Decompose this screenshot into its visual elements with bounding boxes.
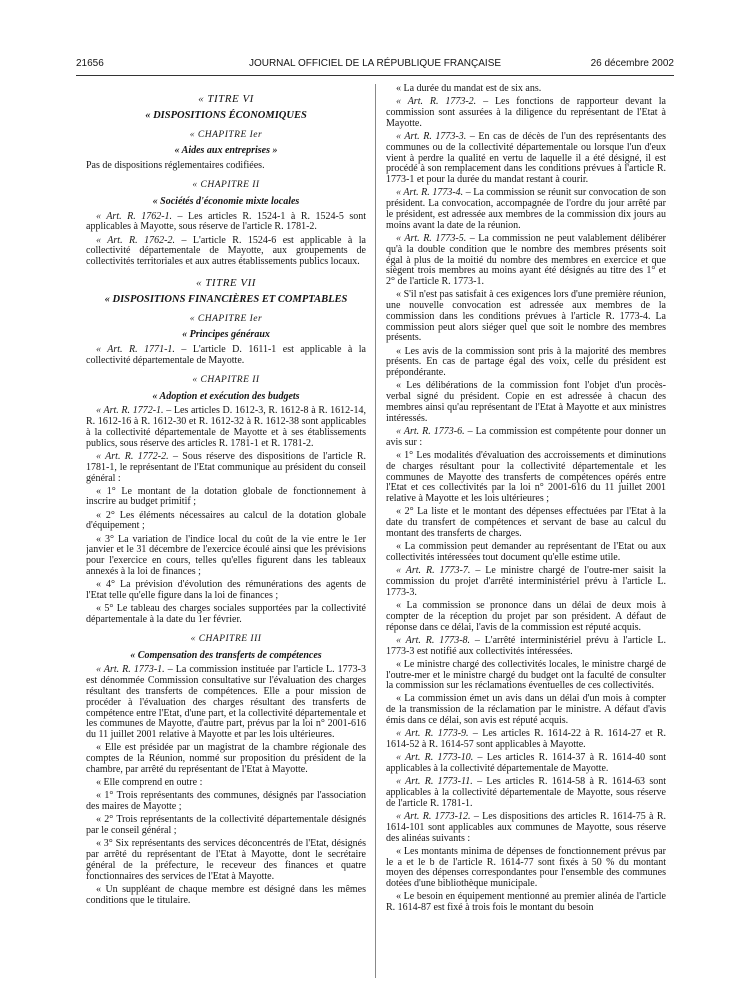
paragraph-text: – L'arrêté interministériel prévu à l'article L. 1773-3 est notifié aux collectivités intéressées. [386, 634, 666, 657]
paragraph-text: « La commission émet un avis dans un délai d'un mois à compter de la transmission de la réclamation par le ministre. A défaut d'avis émis dans ce délai, son avis est réputé acquis. [386, 693, 666, 727]
subsection-heading: « Adoption et exécution des budgets [152, 390, 300, 402]
paragraph [386, 427, 666, 449]
paragraph-text: « 3° La variation de l'indice local du coût de la vie entre le 1er janvier et le 31 décembre de l'exercice écoulé ainsi que les prévisions pour l'exercice en cours, telles qu'elles figurent dans les tableaux annexés à la loi de finances ; [86, 533, 366, 578]
paragraph-text: Pas de dispositions réglementaires codifiées. [86, 160, 265, 172]
paragraph [386, 234, 666, 288]
paragraph [386, 347, 666, 379]
paragraph [386, 812, 666, 844]
subsection-heading: « Aides aux entreprises » [174, 145, 278, 157]
left-column [86, 84, 366, 984]
article-reference: « Art. R. 1773-11. [396, 776, 473, 788]
article-reference: « Art. R. 1762-1. [96, 210, 173, 222]
paragraph-text: « Les montants minima de dépenses de fonctionnement prévus par le a et le b de l'article R. 1614-77 sont fixés à 50 % du montant moyen des dépenses correspondantes pour l'ensemble des communes dotées d'une bibliothèque municipale. [386, 845, 666, 890]
article-reference: « Art. R. 1762-2. [96, 234, 175, 246]
paragraph-text: « 1° Le montant de la dotation globale de fonctionnement à inscrire au budget primitif ; [86, 485, 366, 508]
paragraph-text: « 3° Six représentants des services déconcentrés de l'Etat, désignés par arrêté du représentant de l'Etat à Mayotte, dont le secrétaire général de la préfecture, le receveur des finances et quatre fonctionnaires des services de l'Etat à Mayotte. [86, 838, 366, 882]
paragraph [386, 97, 666, 129]
paragraph [386, 84, 666, 95]
paragraph-text: « Elle comprend en outre : [96, 777, 203, 789]
paragraph [86, 511, 366, 533]
paragraph [386, 542, 666, 564]
paragraph-text: « La commission se prononce dans un délai de deux mois à compter de la réception du projet par son président. A défaut de réponse dans ce délai, l'avis de la commission est réputé acquis. [386, 599, 666, 633]
paragraph-text: – Les articles R. 1614-58 à R. 1614-63 sont applicables à la collectivité départementale de Mayotte, sous réserve de l'article R. 1781-1. [386, 776, 666, 809]
paragraph-text: – En cas de décès de l'un des représentants des communes ou de la collectivité départementale ou lorsque l'un d'eux vient à perdre la qualité en vertu de laquelle il a été désigné, il est procédé à son remplacement dans les conditions prévues à l'article R. 1773-1 et pour la durée du mandat restant à courir. [386, 130, 666, 186]
paragraph [386, 892, 666, 914]
paragraph [386, 636, 666, 658]
paragraph-text: – L'article D. 1611-1 est applicable à la collectivité départementale de Mayotte. [86, 344, 366, 366]
paragraph-text: « S'il n'est pas satisfait à ces exigences lors d'une première réunion, une nouvelle convocation est adressée aux membres de la commission dans les conditions prévues à l'article R. 1773-4. La commission peut alors siéger quel que soit le nombre des membres présents. [386, 289, 666, 344]
paragraph [86, 815, 366, 837]
article-reference: « Art. R. 1772-2. [96, 450, 169, 462]
paragraph [86, 345, 366, 367]
article-reference: « Art. R. 1773-7. [396, 565, 471, 577]
paragraph-text: – Les articles R. 1614-22 à R. 1614-27 et R. 1614-52 à R. 1614-57 sont applicables à Mayotte. [386, 728, 666, 751]
article-reference: « Art. R. 1773-9. [396, 728, 469, 740]
header-rule [76, 75, 674, 76]
paragraph [86, 161, 366, 172]
paragraph [386, 847, 666, 890]
paragraph [386, 451, 666, 505]
chapter-heading: « CHAPITRE Ier [189, 313, 263, 324]
paragraph-text: « 5° Le tableau des charges sociales supportées par la collectivité départementale à la date du 1er février. [86, 603, 366, 626]
article-reference: « Art. R. 1773-12. [396, 811, 471, 823]
paragraph-text: « La durée du mandat est de six ans. [396, 84, 542, 94]
paragraph-text: « 2° La liste et le montant des dépenses effectuées par l'Etat à la date du transfert de compétences et servant de base au calcul du montant des transferts de charges. [386, 506, 666, 539]
paragraph [86, 885, 366, 907]
section-heading: « DISPOSITIONS FINANCIÈRES ET COMPTABLES [104, 293, 348, 305]
paragraph [386, 660, 666, 692]
paragraph-text: « 1° Trois représentants des communes, désignés par l'association des maires de Mayotte ; [86, 790, 366, 813]
title-heading: « TITRE VI [198, 93, 254, 105]
paragraph-text: – Les fonctions de rapporteur devant la commission sont assurées à la diligence du représentant de l'Etat à Mayotte. [386, 96, 666, 129]
article-reference: « Art. R. 1771-1. [96, 344, 175, 356]
title-heading: « TITRE VII [196, 276, 256, 289]
paragraph [86, 487, 366, 509]
paragraph-text: – Les dispositions des articles R. 1614-75 à R. 1614-101 sont applicables aux communes de Mayotte, sous réserve des alinéas suivants : [386, 811, 666, 844]
publication-date: 26 décembre 2002 [590, 58, 674, 69]
paragraph [386, 566, 666, 598]
paragraph [386, 188, 666, 231]
chapter-heading: « CHAPITRE II [192, 374, 260, 385]
subsection-heading: « Sociétés d'économie mixte locales [152, 195, 300, 207]
subsection-heading: « Principes généraux [182, 329, 270, 341]
chapter-heading: « CHAPITRE III [190, 633, 262, 644]
paragraph-text: « Le besoin en équipement mentionné au premier alinéa de l'article R. 1614-87 est fixé à trois fois le montant du besoin [386, 891, 666, 914]
paragraph [386, 601, 666, 633]
paragraph-text: « La commission peut demander au représentant de l'Etat ou aux collectivités intéressées tout document qu'elle estime utile. [386, 541, 666, 563]
page-header [76, 58, 674, 74]
paragraph [386, 729, 666, 751]
right-column [386, 84, 666, 984]
paragraph [86, 236, 366, 268]
paragraph-text: – Les articles R. 1614-37 à R. 1614-40 sont applicables à la collectivité départementale de Mayotte. [386, 752, 666, 775]
article-reference: « Art. R. 1773-6. [396, 426, 465, 438]
section-heading: « DISPOSITIONS ÉCONOMIQUES [145, 109, 307, 121]
paragraph [386, 290, 666, 344]
article-reference: « Art. R. 1773-8. [396, 634, 471, 646]
paragraph [86, 665, 366, 741]
paragraph-text: – La commission instituée par l'article L. 1773-3 est dénommée Commission consultative sur l'évaluation des charges résultant des transferts de compétences. Elle a pour mission de procéder à l'évaluation des charges résultant des transferts de compétence entre l'Etat, d'une part, et la collectivité départementale et les communes de Mayotte, d'autre part, prévus par la loi n° 2001-616 du 11 juillet 2001 relative à Mayotte et par les lois ultérieures. [86, 664, 366, 741]
article-reference: « Art. R. 1773-4. [396, 187, 464, 199]
paragraph [386, 381, 666, 424]
paragraph [386, 753, 666, 775]
paragraph [86, 406, 366, 449]
paragraph [86, 791, 366, 813]
journal-title: JOURNAL OFFICIEL DE LA RÉPUBLIQUE FRANÇAISE [248, 58, 502, 69]
article-reference: « Art. R. 1773-5. [396, 232, 467, 244]
paragraph-text: « 2° Trois représentants de la collectivité départementale désignés par le conseil général ; [86, 814, 366, 837]
chapter-heading: « CHAPITRE Ier [189, 129, 263, 140]
paragraph-text: – Les articles R. 1524-1 à R. 1524-5 sont applicables à Mayotte, sous réserve de l'article R. 1781-2. [86, 210, 366, 233]
article-reference: « Art. R. 1773-1. [96, 664, 165, 676]
paragraph-text: – Les articles D. 1612-3, R. 1612-8 à R. 1612-14, R. 1612-16 à R. 1612-30 et R. 1612-32 à R. 1612-38 sont applicables à la collectivité départementale de Mayotte et à ses établissements publics, sous réserve des articles R. 1781-1 et R. 1781-2. [86, 405, 366, 449]
paragraph-text: « 1° Les modalités d'évaluation des accroissements et diminutions de charges résultant pour la collectivité départementale et les communes de Mayotte des transferts de compétences opérés entre l'Etat et ces collectivités par la loi n° 2001-616 du 11 juillet 2001 relative à Mayotte et les lois ultérieures ; [386, 450, 666, 505]
article-reference: « Art. R. 1773-10. [396, 752, 474, 764]
paragraph-text: – La commission ne peut valablement délibérer qu'à la double condition que le nombre des membres présents soit égal à plus de la moitié du nombre des membres en exercice et que siègent trois membres au moins ayant été désignés au titre des 1° et 2° de l'article R. 1773-1. [386, 232, 666, 288]
paragraph-text: – Le ministre chargé de l'outre-mer saisit la commission du projet d'arrêté interministériel prévu à l'article L. 1773-3. [386, 565, 666, 598]
paragraph [86, 778, 366, 789]
page-number: 21656 [76, 58, 104, 69]
paragraph [386, 507, 666, 539]
paragraph [86, 743, 366, 775]
paragraph-text: « Les délibérations de la commission font l'objet d'un procès-verbal signé du président. Copie en est adressée à chacun des membres ainsi qu'au représentant de l'Etat à Mayotte et aux ministres intéressés. [386, 380, 666, 424]
paragraph-text: – La commission se réunit sur convocation de son président. La convocation, accompagnée de l'ordre du jour arrêté par le président, est adressée aux membres de la commission dix jours au moins avant la date de la réunion. [386, 187, 666, 231]
paragraph [86, 452, 366, 484]
paragraph [386, 132, 666, 186]
paragraph [86, 839, 366, 882]
paragraph-text: « 2° Les éléments nécessaires au calcul de la dotation globale d'équipement ; [86, 509, 366, 532]
paragraph [386, 694, 666, 726]
article-reference: « Art. R. 1773-3. [396, 130, 467, 142]
paragraph-text: « Elle est présidée par un magistrat de la chambre régionale des comptes de la Réunion, nommé sur proposition du président de la chambre, par arrêté du représentant de l'Etat à Mayotte. [86, 742, 366, 775]
article-reference: « Art. R. 1772-1. [96, 405, 164, 417]
paragraph [86, 604, 366, 626]
chapter-heading: « CHAPITRE II [192, 179, 260, 190]
paragraph [86, 580, 366, 602]
column-divider [375, 84, 376, 978]
paragraph-text: « Les avis de la commission sont pris à la majorité des membres présents. En cas de partage égal des voix, celle du président est prépondérante. [386, 345, 666, 379]
paragraph-text: – La commission est compétente pour donner un avis sur : [386, 426, 666, 448]
paragraph-text: « Un suppléant de chaque membre est désigné dans les mêmes conditions que le titulaire. [86, 883, 366, 906]
paragraph [86, 212, 366, 234]
paragraph-text: – L'article R. 1524-6 est applicable à la collectivité départementale de Mayotte, aux groupements de collectivités territoriales et aux autres établissements publics locaux. [86, 234, 366, 268]
paragraph [386, 777, 666, 809]
paragraph-text: « Le ministre chargé des collectivités locales, le ministre chargé de l'outre-mer et le ministre chargé du budget ont la faculté de consulter la commission sur les réclamations éventuelles de ces collectivités. [386, 658, 666, 692]
subsection-heading: « Compensation des transferts de compétences [130, 649, 322, 661]
article-reference: « Art. R. 1773-2. [396, 96, 477, 108]
paragraph-text: – Sous réserve des dispositions de l'article R. 1781-1, le représentant de l'Etat communique au président du conseil général : [86, 450, 366, 484]
paragraph [86, 535, 366, 578]
paragraph-text: « 4° La prévision d'évolution des rémunérations des agents de l'Etat telle qu'elle figure dans la loi de finances ; [86, 579, 366, 602]
